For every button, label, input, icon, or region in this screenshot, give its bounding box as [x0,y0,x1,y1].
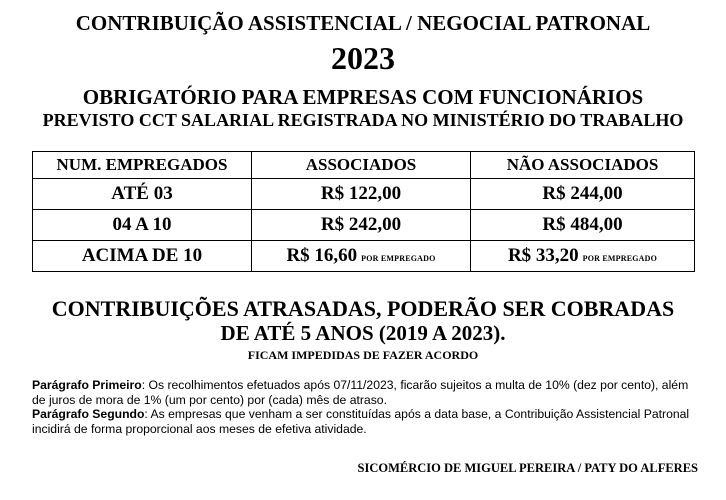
header-num-empregados: NUM. EMPREGADOS [33,152,252,179]
header-nao-associados: NÃO ASSOCIADOS [471,152,695,179]
paragraph-first-text: : Os recolhimentos efetuados após 07/11/2023, ficarão sujeitos a multa de 10% (dez por cento), além de juros de mora de 1% (um por cento) por (cada) mês de atraso. [32,378,689,407]
cell-associados-value: R$ 16,60 [286,245,358,266]
mandatory-notice: OBRIGATÓRIO PARA EMPRESAS COM FUNCIONÁRIOS [82,85,644,109]
document-title: CONTRIBUIÇÃO ASSISTENCIAL / NEGOCIAL PATRONAL [75,11,651,35]
cell-range: ATÉ 03 [33,179,252,210]
cell-nao-associados: R$ 244,00 [471,179,695,210]
cell-nao-associados [471,241,695,272]
table-row [33,241,695,272]
table-row [33,210,695,241]
paragraphs [32,378,702,436]
paragraph-second-text: : As empresas que venham a ser constituídas após a data base, a Contribuição Assistencial Patronal incidirá de forma proporcional aos meses de efetiva atividade. [32,407,690,436]
per-employee-note: POR EMPREGADO [361,254,436,263]
table-header-row [33,152,695,179]
fee-table [32,151,695,272]
cell-nao-associados-value: R$ 33,20 [507,245,579,266]
header-associados: ASSOCIADOS [252,152,471,179]
signature: SICOMÉRCIO DE MIGUEL PEREIRA / PATY DO ALFERES [357,461,698,475]
cell-range: 04 A 10 [33,210,252,241]
document-year: 2023 [331,40,395,76]
paragraph-second-label: Parágrafo Segundo [32,407,145,421]
paragraph-first-label: Parágrafo Primeiro [32,378,142,392]
cell-range: ACIMA DE 10 [33,241,252,272]
per-employee-note: POR EMPREGADO [582,254,658,263]
table-row [33,179,695,210]
cell-associados [252,241,471,272]
late-contributions-line1: CONTRIBUIÇÕES ATRASADAS, PODERÃO SER COBRADAS [51,296,675,321]
legal-basis: PREVISTO CCT SALARIAL REGISTRADA NO MINISTÉRIO DO TRABALHO [42,110,684,130]
paragraph-second [32,407,702,436]
agreement-notice: FICAM IMPEDIDAS DE FAZER ACORDO [247,348,479,362]
cell-nao-associados: R$ 484,00 [471,210,695,241]
cell-associados: R$ 122,00 [252,179,471,210]
cell-associados: R$ 242,00 [252,210,471,241]
paragraph-first [32,378,702,407]
late-contributions-line2: DE ATÉ 5 ANOS (2019 A 2023). [220,321,506,345]
